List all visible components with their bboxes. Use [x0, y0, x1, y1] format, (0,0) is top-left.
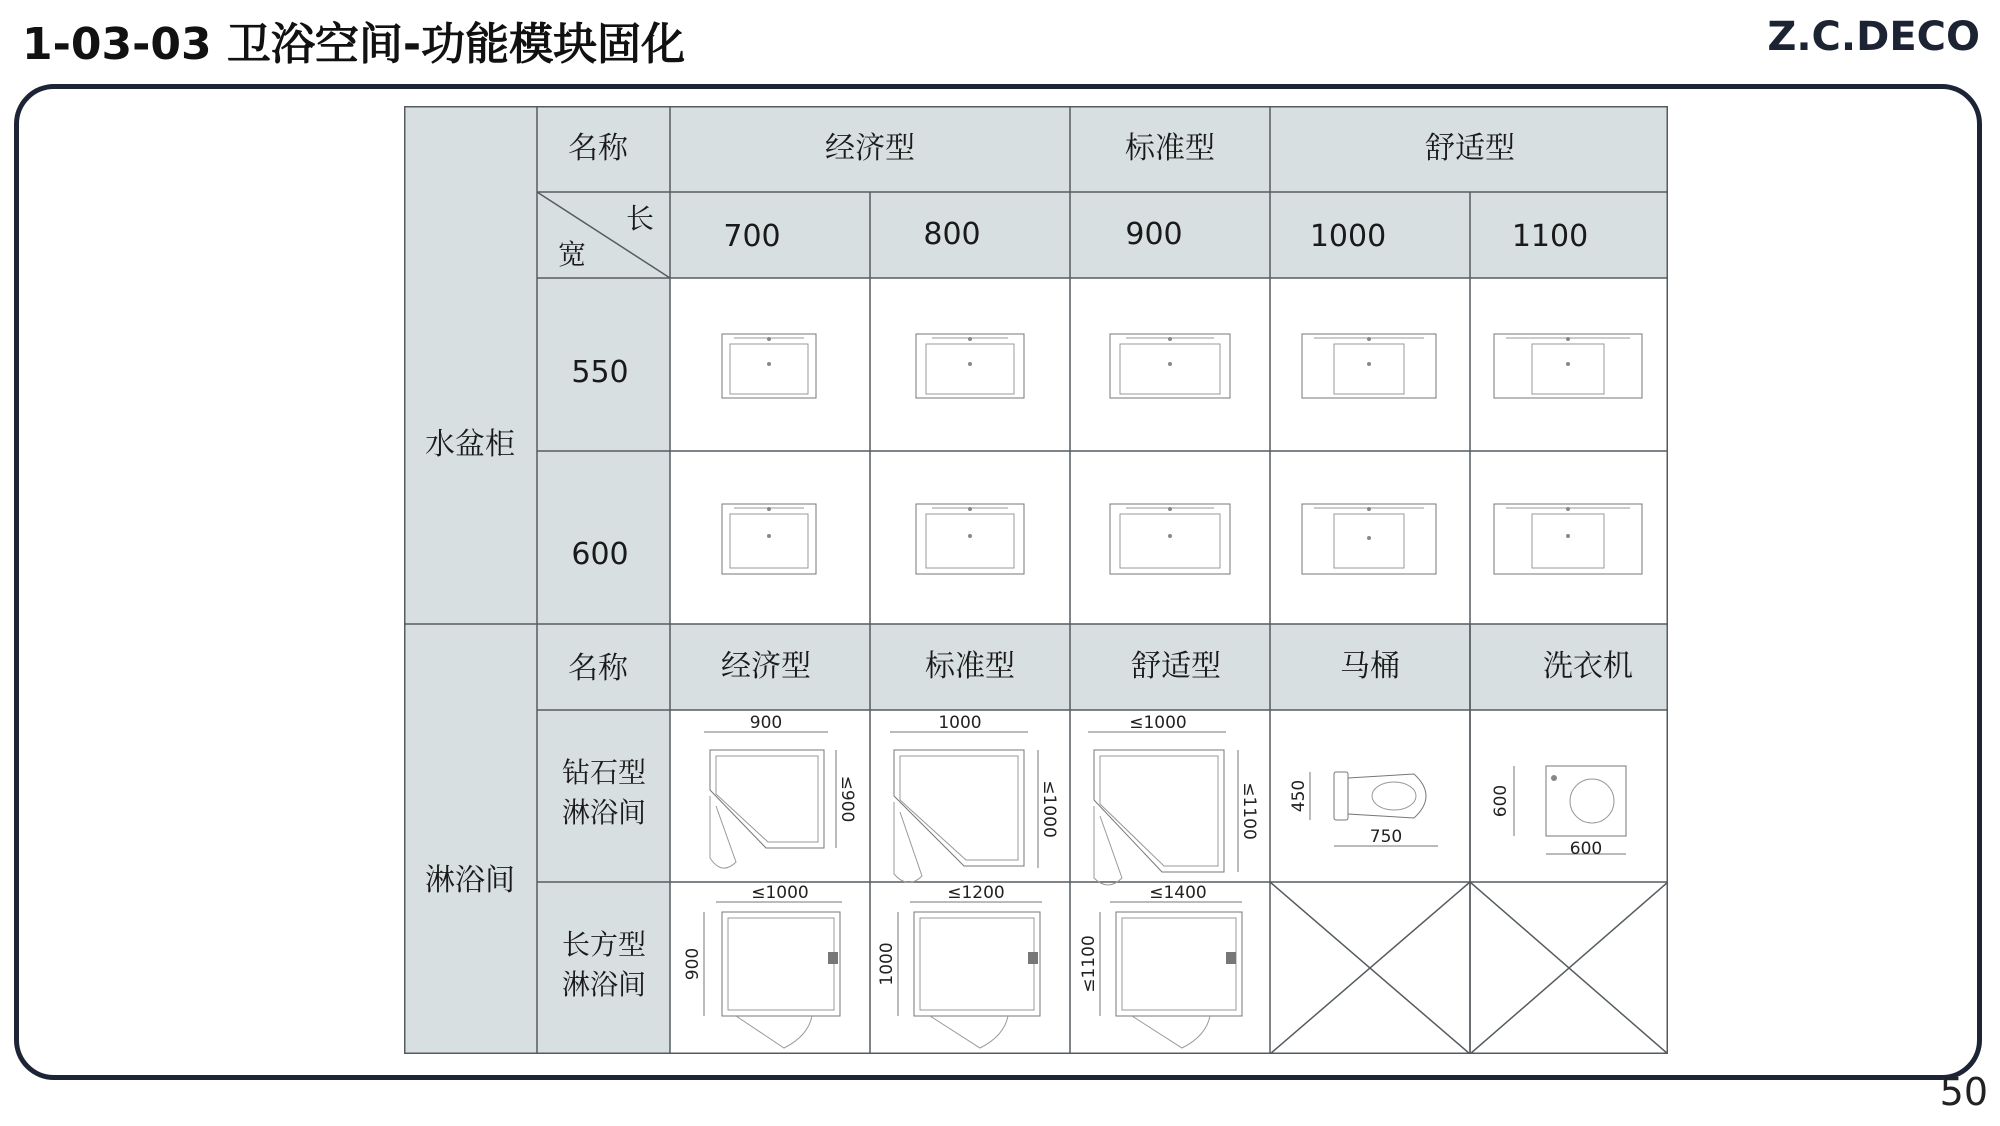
basin-section-label: 水盆柜: [425, 427, 515, 462]
shower-name-label: 名称: [568, 651, 628, 686]
dim-label: ≤1400: [1149, 883, 1207, 903]
width-600: 600: [571, 537, 629, 572]
length-900: 900: [1125, 217, 1183, 252]
shower-col-toilet: 马桶: [1340, 649, 1400, 684]
dim-label: ≤1000: [1129, 713, 1187, 733]
dim-label: ≤1000: [1039, 780, 1059, 838]
shower-col-economy: 经济型: [721, 649, 811, 684]
dim-label: ≤1000: [751, 883, 809, 903]
module-table: [404, 106, 1668, 1054]
dim-label: 1000: [877, 942, 897, 986]
dim-label: ≤1100: [1079, 935, 1099, 993]
length-1100: 1100: [1511, 219, 1589, 254]
page-number: 50: [1939, 1070, 1988, 1114]
corner-width-label: 宽: [557, 238, 587, 271]
shower-section-label: 淋浴间: [425, 863, 515, 898]
diamond-label-line2: 淋浴间: [561, 796, 647, 829]
dim-label: 450: [1289, 779, 1309, 813]
basin-type-economy: 经济型: [825, 131, 915, 166]
diamond-label-line1: 钻石型: [561, 756, 647, 789]
rect-label-line1: 长方型: [561, 928, 647, 961]
dim-label: 1000: [938, 713, 982, 733]
length-1000: 1000: [1309, 219, 1387, 254]
dim-label: ≤1100: [1239, 782, 1259, 840]
basin-type-comfort: 舒适型: [1425, 131, 1515, 166]
shower-col-washer: 洗衣机: [1543, 649, 1633, 684]
shower-col-standard: 标准型: [925, 649, 1015, 684]
dim-label: 900: [749, 713, 783, 733]
dim-label: ≤900: [837, 775, 857, 823]
rect-label-line2: 淋浴间: [561, 968, 647, 1001]
dim-label: 600: [1569, 839, 1603, 859]
dim-label: 900: [683, 947, 703, 981]
shower-col-comfort: 舒适型: [1131, 649, 1221, 684]
basin-type-standard: 标准型: [1125, 131, 1215, 166]
dim-label: 600: [1491, 784, 1511, 818]
corner-length-label: 长: [625, 202, 655, 235]
brand-logo: Z.C.DECO: [1767, 14, 1980, 60]
page-title: 1-03-03 卫浴空间-功能模块固化: [22, 19, 686, 70]
dim-label: 750: [1369, 827, 1403, 847]
length-800: 800: [923, 217, 981, 252]
dim-label: ≤1200: [947, 883, 1005, 903]
length-700: 700: [723, 219, 781, 254]
basin-name-label: 名称: [568, 131, 628, 166]
width-550: 550: [571, 355, 629, 390]
